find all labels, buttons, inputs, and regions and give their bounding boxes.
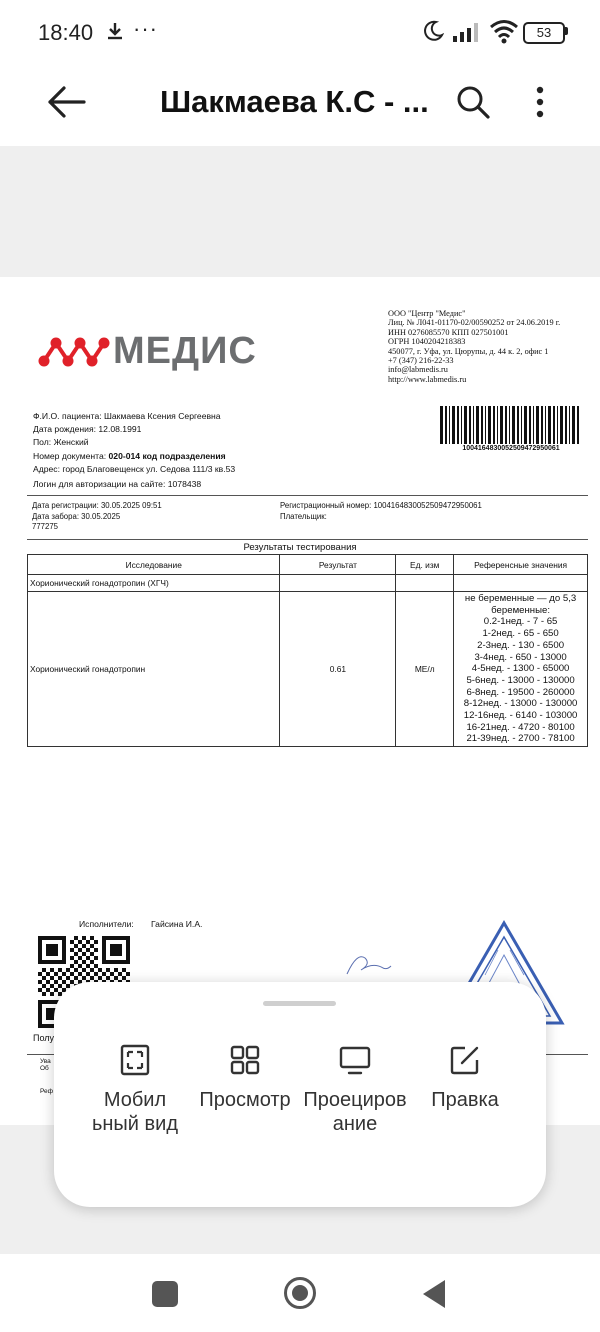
ref-line: 8-12нед. - 13000 - 130000 bbox=[463, 698, 578, 710]
collect-date-label: Дата забора: bbox=[32, 511, 79, 521]
ref-line: не беременные — до 5,3 bbox=[464, 593, 577, 604]
ref-line: 0.2-1нед. - 7 - 65 bbox=[483, 616, 558, 628]
ref-line: 16-21нед. - 4720 - 80100 bbox=[466, 721, 575, 733]
address-label: Адрес: bbox=[33, 463, 60, 474]
registration-dates bbox=[32, 501, 162, 533]
reg-date-label: Дата регистрации: bbox=[32, 501, 99, 510]
home-button[interactable] bbox=[283, 1276, 317, 1310]
divider bbox=[27, 539, 588, 540]
ref-line: беременные: bbox=[491, 604, 550, 616]
test-unit: МЕ/л bbox=[396, 592, 454, 747]
wifi-icon bbox=[489, 18, 519, 44]
barcode-icon bbox=[440, 406, 580, 444]
org-line: ОГРН 1040204218383 bbox=[388, 337, 466, 347]
partial-text bbox=[40, 1058, 51, 1072]
status-bar bbox=[0, 0, 600, 64]
patient-docnum: 020-014 код подразделения bbox=[108, 450, 226, 461]
signal-icon bbox=[452, 22, 482, 42]
fio-label: Ф.И.О. пациента: bbox=[33, 411, 102, 421]
sex-label: Пол: bbox=[33, 437, 52, 448]
payer-label: Плательщик: bbox=[280, 511, 327, 521]
patient-sex: Женский bbox=[53, 437, 89, 448]
partial-text: Реф bbox=[40, 1088, 54, 1095]
org-line: ООО "Центр "Медис" bbox=[388, 309, 466, 318]
monitor-icon bbox=[339, 1044, 371, 1076]
dob-label: Дата рождения: bbox=[33, 424, 97, 435]
ref-line: 2-3нед. - 130 - 6500 bbox=[477, 639, 565, 651]
recents-button[interactable] bbox=[152, 1281, 178, 1307]
signature-icon bbox=[343, 948, 393, 978]
org-line: +7 (347) 216-22-33 bbox=[388, 356, 454, 366]
docnum-label: Номер документа: bbox=[33, 450, 107, 461]
sample-code: 777275 bbox=[32, 522, 59, 531]
sheet-handle[interactable] bbox=[263, 1001, 336, 1006]
more-notifications-icon: ··· bbox=[133, 16, 158, 41]
battery-cap bbox=[565, 27, 568, 35]
barcode-number: 1004164830052509472950061 bbox=[462, 445, 560, 452]
edit-button[interactable] bbox=[410, 1044, 520, 1112]
reg-number: 1004164830052509472950061 bbox=[373, 501, 482, 510]
patient-name: Шакмаева Ксения Сергеевна bbox=[104, 411, 221, 421]
partial-line: Ува bbox=[40, 1058, 51, 1065]
more-vert-icon[interactable] bbox=[530, 84, 550, 120]
table-header-row bbox=[28, 555, 588, 575]
org-line: Лиц. № Л041-01170-02/00590252 от 24.06.2019 г. bbox=[388, 318, 561, 328]
table-group-row bbox=[28, 575, 588, 592]
ref-line: 6-8нед. - 19500 - 260000 bbox=[466, 686, 575, 698]
projection-button[interactable] bbox=[300, 1044, 410, 1136]
mobile-view-button[interactable] bbox=[80, 1044, 190, 1136]
login-info bbox=[33, 479, 201, 489]
executors-label: Исполнители: bbox=[79, 919, 134, 929]
grid-icon bbox=[229, 1044, 261, 1076]
ref-line: 12-16нед. - 6140 - 103000 bbox=[463, 710, 578, 722]
divider bbox=[27, 495, 588, 496]
ref-line: 5-6нед. - 13000 - 130000 bbox=[466, 674, 575, 686]
org-line: http://www.labmedis.ru bbox=[388, 374, 467, 384]
action-label: Проециров ание bbox=[303, 1089, 407, 1135]
results-title: Результаты тестирования bbox=[243, 542, 357, 553]
org-line: 450077, г. Уфа, ул. Цюрупы, д. 44 к. 2, офис 1 bbox=[388, 346, 549, 356]
action-label: Правка bbox=[431, 1089, 499, 1111]
back-arrow-icon[interactable] bbox=[46, 84, 86, 120]
brand-name: МЕДИС bbox=[113, 330, 257, 372]
fullscreen-icon bbox=[119, 1044, 151, 1076]
patient-info bbox=[33, 410, 235, 476]
reg-date: 30.05.2025 09:51 bbox=[100, 501, 162, 510]
login-value: 1078438 bbox=[167, 479, 202, 489]
download-icon bbox=[104, 20, 126, 42]
ref-line: 21-39нед. - 2700 - 78100 bbox=[466, 733, 575, 745]
collect-date: 30.05.2025 bbox=[81, 511, 121, 521]
edit-icon bbox=[449, 1044, 481, 1076]
patient-address: город Благовещенск ул. Седова 111/3 кв.53 bbox=[62, 463, 236, 474]
group-name: Хорионический гонадотропин (ХГЧ) bbox=[28, 575, 280, 592]
ref-line: 3-4нед. - 650 - 13000 bbox=[474, 651, 567, 663]
results-table bbox=[27, 554, 588, 747]
action-label: Просмотр bbox=[199, 1089, 291, 1111]
org-line: info@labmedis.ru bbox=[388, 365, 448, 375]
column-header: Референсные значения bbox=[454, 555, 588, 575]
partial-text: Полу bbox=[33, 1033, 55, 1043]
partial-line: Об bbox=[40, 1065, 49, 1072]
test-result: 0.61 bbox=[280, 592, 396, 747]
search-icon[interactable] bbox=[455, 84, 491, 120]
status-time: 18:40 bbox=[38, 20, 94, 45]
reg-number-label: Регистрационный номер: bbox=[280, 501, 372, 510]
login-label: Логин для авторизации на сайте: bbox=[33, 479, 166, 489]
back-button[interactable] bbox=[421, 1278, 447, 1310]
registration-number-block bbox=[280, 501, 482, 522]
org-line: ИНН 0276085570 КПП 027501001 bbox=[388, 327, 509, 337]
ref-line: 4-5нед. - 1300 - 65000 bbox=[471, 663, 570, 675]
column-header: Результат bbox=[280, 555, 396, 575]
column-header: Исследование bbox=[28, 555, 280, 575]
organization-info bbox=[388, 309, 560, 384]
preview-button[interactable] bbox=[190, 1044, 300, 1112]
column-header: Ед. изм bbox=[396, 555, 454, 575]
document-title: Шакмаева К.С - ... bbox=[160, 84, 429, 119]
test-name: Хорионический гонадотропин bbox=[28, 592, 280, 747]
divider bbox=[543, 1054, 588, 1055]
patient-dob: 12.08.1991 bbox=[98, 424, 142, 435]
battery-icon: 53 bbox=[523, 22, 565, 44]
executor-name: Гайсина И.А. bbox=[151, 919, 203, 929]
ref-line: 1-2нед. - 65 - 650 bbox=[482, 628, 559, 640]
reference-values bbox=[454, 592, 588, 747]
moon-icon bbox=[422, 20, 444, 42]
action-label: Мобил ьный вид bbox=[91, 1089, 179, 1135]
table-row bbox=[28, 592, 588, 747]
